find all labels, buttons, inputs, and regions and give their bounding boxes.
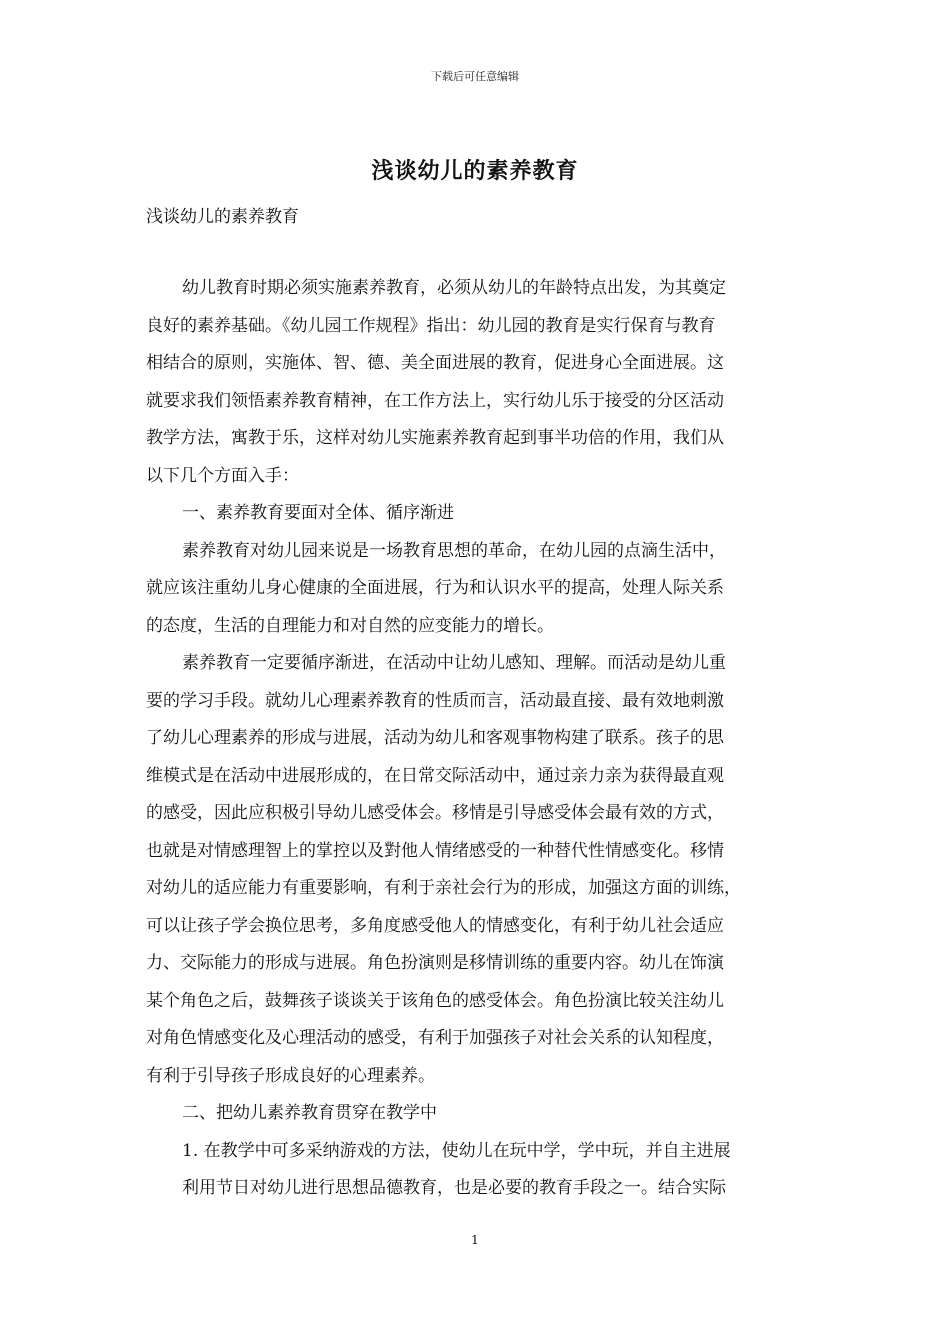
text-line: 有利于引导孩子形成良好的心理素养。: [146, 1065, 435, 1086]
text-line: 的感受，因此应积极引导幼儿感受体会。移情是引导感受体会最有效的方式，: [146, 803, 724, 823]
text-line: 对角色情感变化及心理活动的感受，有利于加强孩子对社会关系的认知程度，: [146, 1028, 724, 1048]
text-line: 某个角色之后，鼓舞孩子谈谈关于该角色的感受体会。角色扮演比较关注幼儿: [146, 990, 724, 1011]
text-line: 以下几个方面入手：: [146, 465, 299, 486]
text-line: 要的学习手段。就幼儿心理素养教育的性质而言，活动最直接、最有效地刺激: [146, 690, 724, 711]
text-line: 利用节日对幼儿进行思想品德教育，也是必要的教育手段之一。结合实际: [182, 1178, 726, 1198]
text-line: 就要求我们领悟素养教育精神，在工作方法上，实行幼儿乐于接受的分区活动: [146, 390, 724, 411]
text-line: 相结合的原则，实施体、智、德、美全面进展的教育，促进身心全面进展。这: [146, 353, 724, 373]
text-line: 的态度，生活的自理能力和对自然的应变能力的增长。: [146, 615, 554, 636]
body-text: [146, 270, 810, 1208]
text-line: 一、素养教育要面对全体、循序渐进: [182, 503, 454, 523]
text-line: 教学方法，寓教于乐，这样对幼儿实施素养教育起到事半功倍的作用，我们从: [146, 428, 724, 448]
page-number: 1: [471, 1233, 479, 1247]
header-note: 下载后可任意编辑: [431, 70, 519, 83]
text-line: 力、交际能力的形成与进展。角色扮演则是移情训练的重要内容。幼儿在饰演: [146, 953, 724, 973]
text-line: 对幼儿的适应能力有重要影响，有利于亲社会行为的形成，加强这方面的训练，: [146, 878, 741, 898]
document-title: 浅谈幼儿的素养教育: [371, 158, 579, 184]
document-subtitle: 浅谈幼儿的素养教育: [146, 207, 299, 227]
text-line: 可以让孩子学会换位思考，多角度感受他人的情感变化，有利于幼儿社会适应: [146, 915, 724, 936]
text-line: 幼儿教育时期必须实施素养教育，必须从幼儿的年龄特点出发，为其奠定: [182, 278, 726, 298]
text-line: 维模式是在活动中进展形成的，在日常交际活动中，通过亲力亲为获得最直观: [146, 765, 724, 786]
text-line: 二、把幼儿素养教育贯穿在教学中: [182, 1103, 437, 1123]
text-line: 也就是对情感理智上的掌控以及對他人情绪感受的一种替代性情感变化。移情: [146, 840, 724, 861]
text-line: 素养教育对幼儿园来说是一场教育思想的革命，在幼儿园的点滴生活中，: [182, 540, 726, 561]
text-line: 素养教育一定要循序渐进，在活动中让幼儿感知、理解。而活动是幼儿重: [182, 653, 726, 673]
text-line: 就应该注重幼儿身心健康的全面进展，行为和认识水平的提高，处理人际关系: [146, 578, 724, 598]
text-line: 1. 在教学中可多采纳游戏的方法，使幼儿在玩中学，学中玩，并自主进展: [182, 1140, 731, 1161]
text-line: 良好的素养基础。《幼儿园工作规程》指出：幼儿园的教育是实行保育与教育: [146, 315, 716, 336]
text-line: 了幼儿心理素养的形成与进展，活动为幼儿和客观事物构建了联系。孩子的思: [146, 728, 724, 748]
